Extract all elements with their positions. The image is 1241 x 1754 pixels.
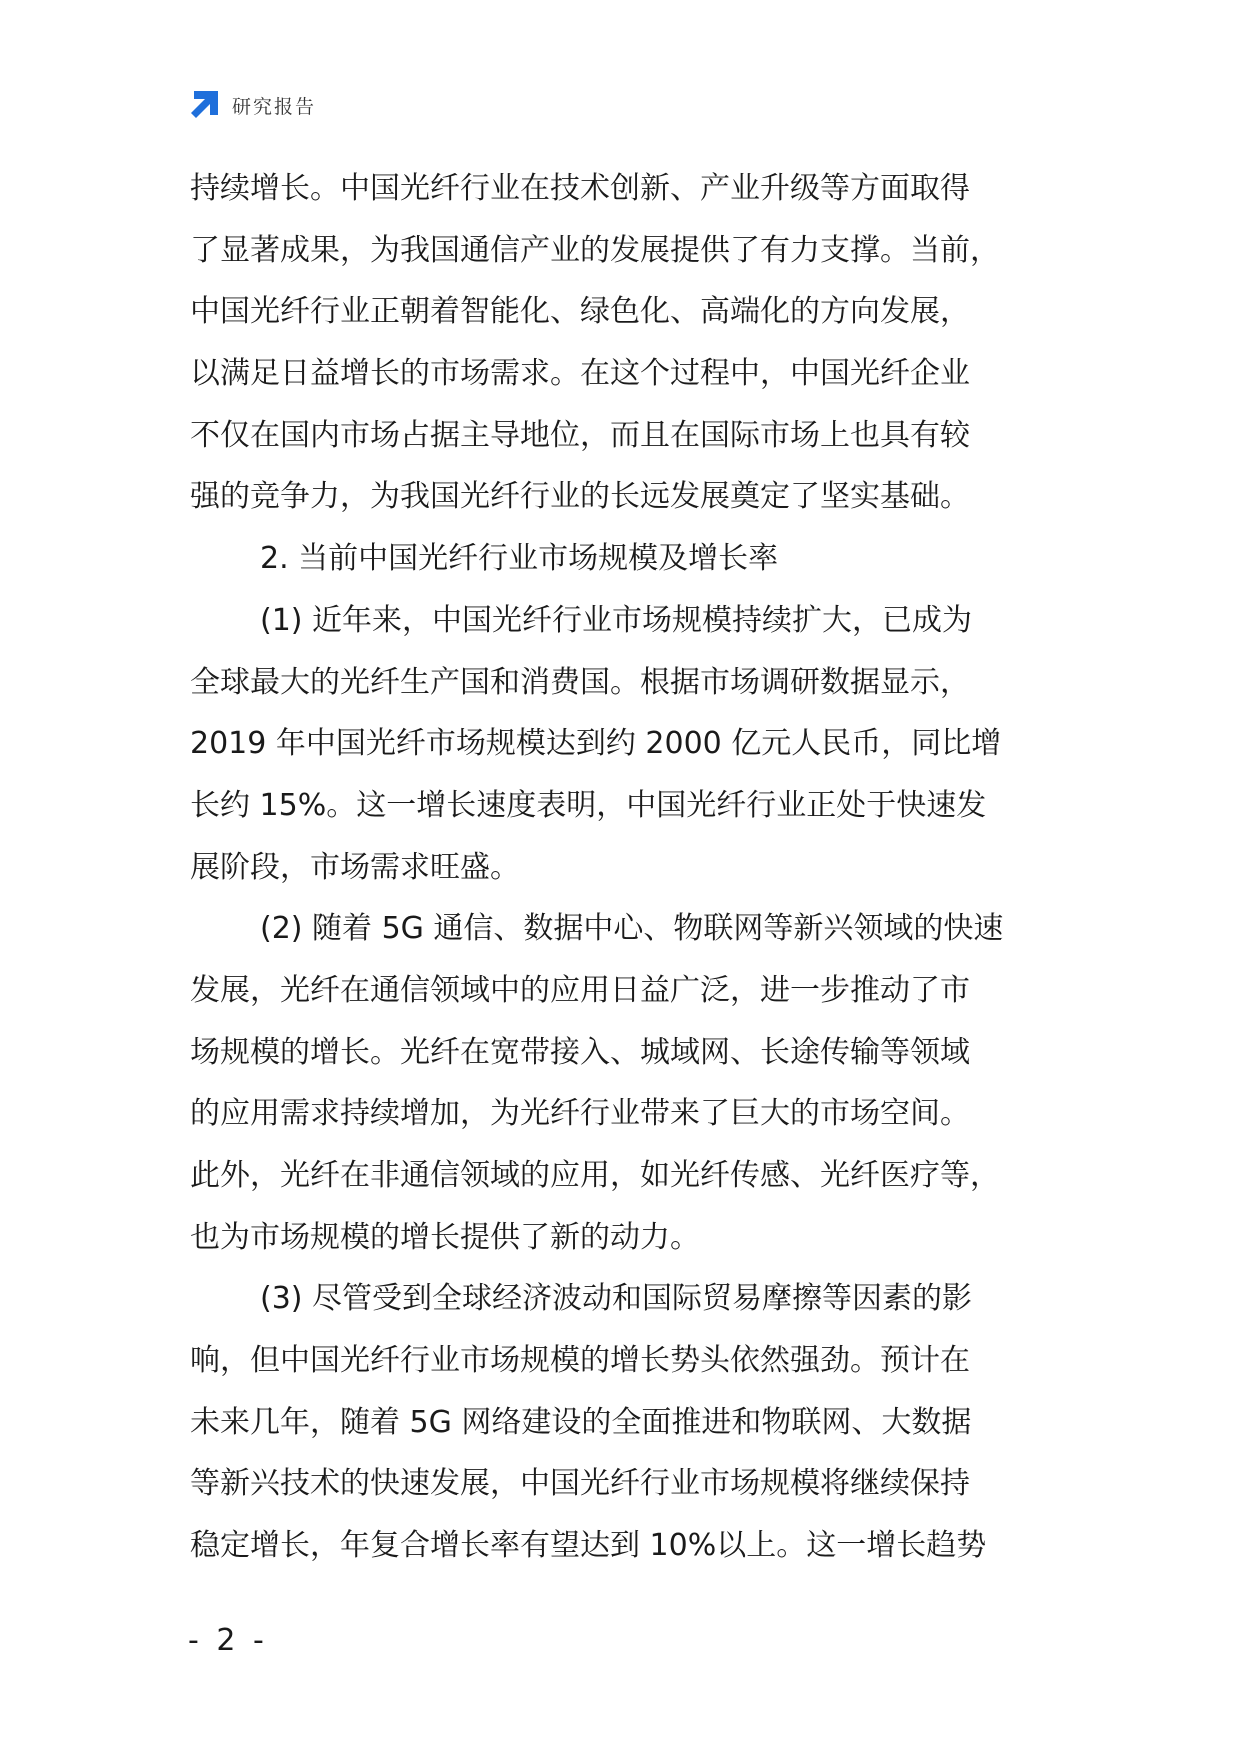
body-line: 长约 15%。这一增长速度表明，中国光纤行业正处于快速发: [190, 787, 987, 823]
body-line: 发展，光纤在通信领域中的应用日益广泛，进一步推动了市: [190, 972, 970, 1008]
page-number: - 2 -: [188, 1623, 268, 1658]
body-line: 此外，光纤在非通信领域的应用，如光纤传感、光纤医疗等，: [190, 1158, 1000, 1193]
page-header: [188, 88, 316, 122]
body-line: 不仅在国内市场占据主导地位，而且在国际市场上也具有较: [190, 417, 970, 453]
body-line: 强的竞争力，为我国光纤行业的长远发展奠定了坚实基础。: [190, 479, 970, 515]
body-line: 全球最大的光纤生产国和消费国。根据市场调研数据显示，: [190, 664, 970, 700]
body-line: (2) 随着 5G 通信、数据中心、物联网等新兴领域的快速: [260, 911, 1004, 947]
body-line: 展阶段，市场需求旺盛。: [190, 849, 520, 885]
body-line: 了显著成果，为我国通信产业的发展提供了有力支撑。当前，: [190, 232, 1000, 268]
body-line: 未来几年，随着 5G 网络建设的全面推进和物联网、大数据: [190, 1404, 972, 1440]
body-line: 2019 年中国光纤市场规模达到约 2000 亿元人民币，同比增: [190, 726, 1002, 762]
body-line: 响，但中国光纤行业市场规模的增长势头依然强劲。预计在: [190, 1343, 970, 1379]
body-line: 的应用需求持续增加，为光纤行业带来了巨大的市场空间。: [190, 1096, 970, 1132]
body-line: 等新兴技术的快速发展，中国光纤行业市场规模将继续保持: [190, 1466, 970, 1502]
body-line: (3) 尽管受到全球经济波动和国际贸易摩擦等因素的影: [260, 1281, 973, 1317]
document-body: [190, 158, 1070, 1577]
body-line: 稳定增长，年复合增长率有望达到 10%以上。这一增长趋势: [190, 1528, 987, 1564]
body-line: 也为市场规模的增长提供了新的动力。: [190, 1219, 700, 1255]
section-heading: 2. 当前中国光纤行业市场规模及增长率: [260, 541, 779, 577]
header-title: 研究报告: [232, 95, 317, 118]
body-line: 中国光纤行业正朝着智能化、绿色化、高端化的方向发展，: [190, 294, 970, 330]
arrow-up-right-icon: [188, 89, 220, 121]
body-line: 持续增长。中国光纤行业在技术创新、产业升级等方面取得: [190, 171, 970, 206]
body-line: (1) 近年来，中国光纤行业市场规模持续扩大，已成为: [260, 602, 973, 638]
body-line: 场规模的增长。光纤在宽带接入、城域网、长途传输等领域: [190, 1034, 970, 1070]
body-line: 以满足日益增长的市场需求。在这个过程中，中国光纤企业: [190, 356, 970, 392]
